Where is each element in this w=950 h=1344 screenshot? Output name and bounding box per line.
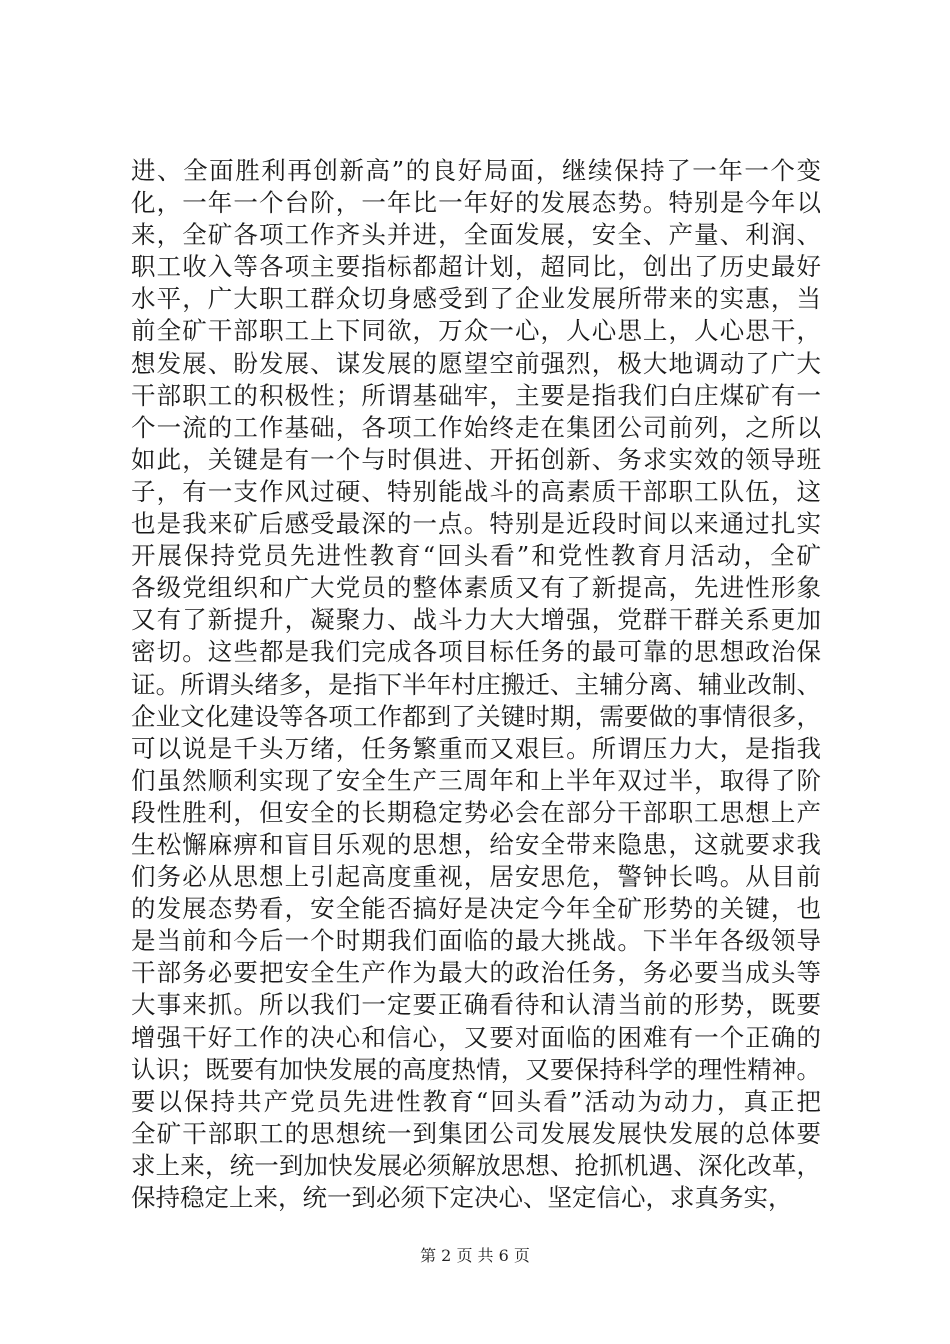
text-line: 密切。这些都是我们完成各项目标任务的最可靠的思想政治保: [131, 637, 821, 667]
body-paragraph: [131, 155, 821, 1214]
text-line: 想发展、盼发展、谋发展的愿望空前强烈，极大地调动了广大: [131, 348, 821, 378]
text-line: 生松懈麻痹和盲目乐观的思想，给安全带来隐患，这就要求我: [131, 829, 821, 859]
text-line: 增强干好工作的决心和信心，又要对面临的困难有一个正确的: [131, 1022, 821, 1052]
text-line: 水平，广大职工群众切身感受到了企业发展所带来的实惠，当: [131, 284, 821, 314]
text-line: 保持稳定上来，统一到必须下定决心、坚定信心，求真务实，: [131, 1183, 793, 1212]
text-line: 全矿干部职工的思想统一到集团公司发展发展快发展的总体要: [131, 1118, 821, 1148]
text-line: 求上来，统一到加快发展必须解放思想、抢抓机遇、深化改革，: [131, 1150, 821, 1180]
text-line: 证。所谓头绪多，是指下半年村庄搬迁、主辅分离、辅业改制、: [131, 669, 821, 699]
text-line: 化，一年一个台阶，一年比一年好的发展态势。特别是今年以: [131, 188, 821, 218]
text-line: 可以说是千头万绪，任务繁重而又艰巨。所谓压力大，是指我: [131, 733, 821, 763]
text-line: 干部务必要把安全生产作为最大的政治任务，务必要当成头等: [131, 958, 821, 988]
text-line: 的发展态势看，安全能否搞好是决定今年全矿形势的关键，也: [131, 894, 821, 924]
text-line: 要以保持共产党员先进性教育“回头看”活动为动力，真正把: [131, 1086, 821, 1116]
text-line: 企业文化建设等各项工作都到了关键时期，需要做的事情很多，: [131, 701, 821, 731]
text-line: 段性胜利，但安全的长期稳定势必会在部分干部职工思想上产: [131, 797, 821, 827]
text-line: 们虽然顺利实现了安全生产三周年和上半年双过半，取得了阶: [131, 765, 821, 795]
page-number-footer: 第 2 页 共 6 页: [420, 1246, 530, 1265]
text-line: 如此，关键是有一个与时俱进、开拓创新、务求实效的领导班: [131, 444, 821, 474]
text-line: 各级党组织和广大党员的整体素质又有了新提高，先进性形象: [131, 573, 821, 603]
text-line: 也是我来矿后感受最深的一点。特别是近段时间以来通过扎实: [131, 509, 821, 539]
text-line: 干部职工的积极性；所谓基础牢，主要是指我们白庄煤矿有一: [131, 380, 821, 410]
text-line: 又有了新提升，凝聚力、战斗力大大增强，党群干群关系更加: [131, 605, 821, 635]
text-line: 进、全面胜利再创新高”的良好局面，继续保持了一年一个变: [131, 156, 821, 185]
text-line: 认识；既要有加快发展的高度热情，又要保持科学的理性精神。: [131, 1054, 821, 1084]
text-line: 开展保持党员先进性教育“回头看”和党性教育月活动，全矿: [131, 541, 821, 571]
text-line: 是当前和今后一个时期我们面临的最大挑战。下半年各级领导: [131, 926, 821, 956]
text-line: 职工收入等各项主要指标都超计划，超同比，创出了历史最好: [131, 252, 821, 282]
text-line: 大事来抓。所以我们一定要正确看待和认清当前的形势，既要: [131, 990, 821, 1020]
text-line: 们务必从思想上引起高度重视，居安思危，警钟长鸣。从目前: [131, 862, 821, 892]
text-line: 来，全矿各项工作齐头并进，全面发展，安全、产量、利润、: [131, 220, 821, 250]
text-line: 前全矿干部职工上下同欲，万众一心，人心思上，人心思干，: [131, 316, 821, 346]
text-line: 个一流的工作基础，各项工作始终走在集团公司前列，之所以: [131, 412, 821, 442]
text-line: 子，有一支作风过硬、特别能战斗的高素质干部职工队伍，这: [131, 476, 821, 506]
